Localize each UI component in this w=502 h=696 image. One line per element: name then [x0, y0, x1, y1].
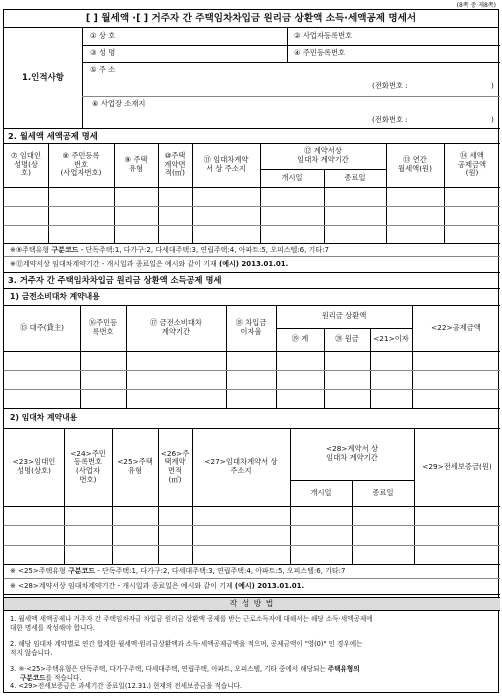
business-no-label: ② 사업자등록번호: [294, 31, 353, 40]
section2-title: 2. 월세액 세액공제 명세: [8, 131, 98, 141]
loan-deduction-header: <22>공제금액: [431, 322, 481, 332]
loan-contract-subtitle: 1) 금전소비대차 계약내용: [10, 292, 100, 301]
name-label: ③ 성 명: [90, 48, 116, 57]
writing-method-title: 작 성 방 법: [4, 598, 500, 610]
method-item-3: 3. ⑨·<25>주택유형은 단독주택, 다가구주택, 다세대주택, 연립주택, 아파트, 오피스텔, 기타 중에서 해당되는 주택유형의 구분코드를 적습니다.: [10, 665, 360, 682]
lease-contract-period-note: ※ <28>계약서상 임대차계약기간 - 개시일과 종료일은 예시와 같이 기재 (예시) 2013.01.01.: [10, 582, 305, 590]
workplace-label: ⑥ 사업장 소재지: [92, 99, 146, 108]
lease-period-header: ⑫ 계약서상 임대차 계약기간: [297, 146, 349, 164]
personal-info-label: 1.인적사항: [22, 72, 64, 83]
lease-end-header: 종료일: [372, 487, 394, 497]
end-date-header: 종료일: [344, 172, 366, 182]
section3-title: 3. 거주자 간 주택임차차입금 원리금 상환액 소득공제 명세: [8, 275, 222, 285]
interest-rate-header: ⑱ 차입금 이자율: [235, 318, 267, 336]
lease-period-note: ※⑫계약서상 임대차계약기간 - 개시일과 종료일은 예시와 같이 기재 (예시) 2013.01.01.: [10, 260, 289, 268]
lessor-name-header: <23>임대인 성명(상호): [12, 457, 56, 475]
house-type-code-note: ※⑨주택유형 구분코드 - 단독주택:1, 다가구:2, 다세대주택:3, 연립주택:4, 아파트:5, 오피스텔:6, 기타:7: [10, 246, 329, 254]
phone-close-2: ): [491, 115, 494, 124]
contract-area-header: ⑩주택 계약면 적(㎡): [164, 150, 186, 178]
phone-label-2: (전화번호 :: [372, 115, 408, 124]
lease-contract-address-header: <27>임대차계약서 상 주소지: [204, 457, 278, 475]
lease-house-type-header: <25>주택 유형: [117, 457, 153, 475]
method-item-2: 2. 해당 임대차 계약별로 연간 합계한 월세액·원리금상환액과 소득·세액공제금액을 적으며, 공제금액이 "영(0)" 인 경우에는 적지 않습니다.: [10, 640, 363, 657]
repayment-header: 원리금 상환액: [321, 311, 367, 321]
lease-start-header: 개시일: [310, 487, 332, 497]
lease-address-header: ⑪ 임대차계약 서 상 주소지: [203, 155, 249, 173]
house-type-header: ⑨ 주택 유형: [124, 155, 148, 173]
phone-label-1: (전화번호 :: [372, 81, 408, 90]
lender-header: ⑮ 대주(貸主): [19, 322, 64, 332]
lease-contract-period-header: <28>계약서 상 임대차 계약기간: [325, 444, 379, 462]
form-title: [ ] 월세액 ·[ ] 거주자 간 주택임차차입금 원리금 상환액 소득·세액공제 명세서: [85, 13, 417, 25]
address-label: ⑤ 주 소: [90, 65, 116, 74]
repay-total-header: ⑲ 계: [291, 334, 309, 344]
lease-area-header: <26>주 택계약 면적 (㎡): [160, 448, 190, 484]
annual-rent-header: ⑬ 연간 월세액(원): [398, 155, 432, 173]
resident-no-label: ④ 주민등록번호: [294, 48, 346, 57]
form-sheet: [3, 9, 499, 693]
method-item-4: 4. <29>전세보증금은 과세기간 종료일(12.31.) 현재의 전세보증금을 적습니다.: [10, 682, 243, 690]
start-date-header: 개시일: [281, 172, 303, 182]
deposit-header: <29>전세보증금(원): [422, 461, 492, 471]
lease-contract-subtitle: 2) 임대차 계약내용: [10, 413, 78, 422]
landlord-name-header: ⑦ 임대인 성명(상 호): [10, 150, 41, 178]
form-title-bar: [4, 10, 498, 28]
repay-interest-header: <21>이자: [373, 334, 409, 344]
method-item-1: 1. 월세액 세액공제나 거주자 간 주택임차자금 차입금 원리금 상환액 공제를 받는 근로소득자에 대해서는 해당 소득·세액공제에 대한 명세를 작성해야 합니다.: [10, 615, 373, 632]
lender-id-header: ⑯주민등 록번호: [88, 318, 118, 336]
phone-close-1: ): [491, 81, 494, 90]
lessor-id-header: <24>주민 등록번호 (사업자 번호): [70, 448, 106, 484]
page-number: (8쪽 중 제8쪽): [456, 2, 496, 9]
repay-principal-header: ⑳ 원금: [335, 334, 359, 344]
landlord-id-header: ⑧ 주민등록 번호 (사업자번호): [60, 150, 102, 178]
company-name-label: ① 상 호: [90, 31, 116, 40]
loan-period-header: ⑰ 금전소비대차 계약기간: [150, 318, 202, 336]
lease-house-type-code-note: ※ <25>주택유형 구분코드 - 단독주택:1, 다가구:2, 다세대주택:3, 연립주택:4, 아파트:5, 오피스텔:6, 기타:7: [10, 567, 346, 575]
tax-deduction-header: ⑭ 세액 공제금액 (원): [457, 150, 487, 178]
